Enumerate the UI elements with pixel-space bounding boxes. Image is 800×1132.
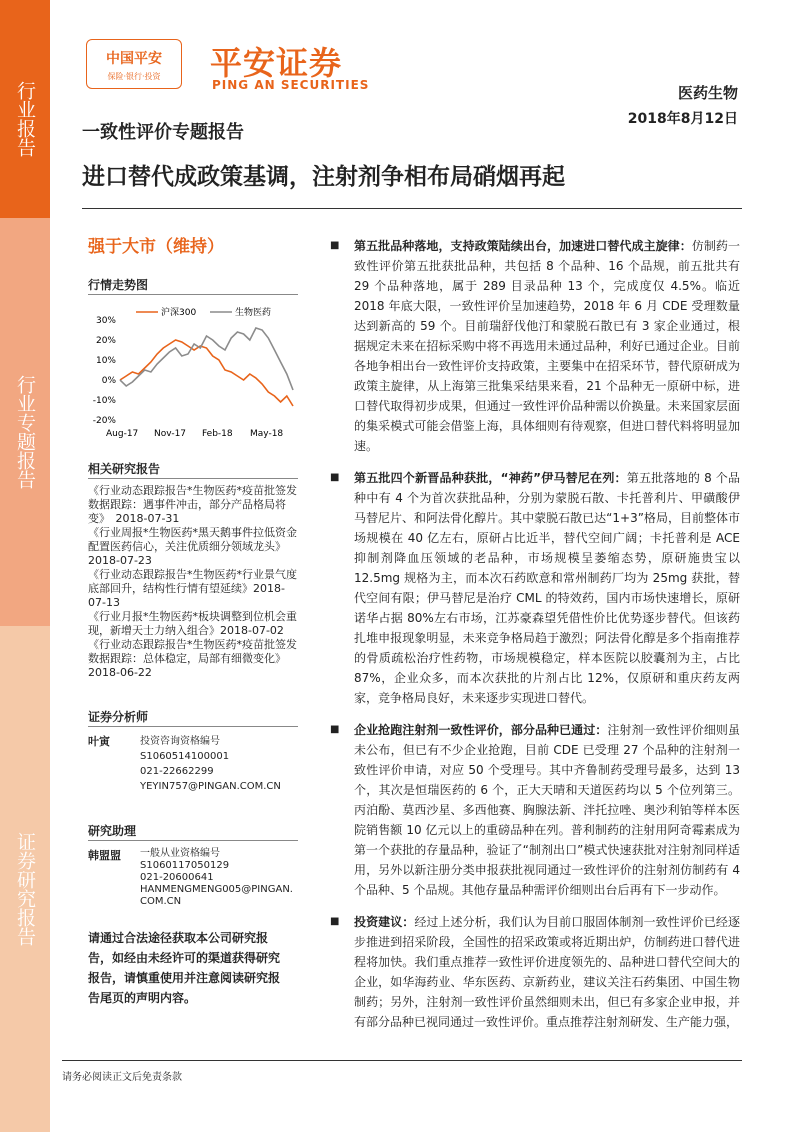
assistant-divider: [88, 840, 298, 841]
y-tick-label: -10%: [92, 396, 116, 406]
bullet-icon: ■: [330, 916, 340, 927]
related-heading: 相关研究报告: [88, 462, 161, 476]
report-type: 一致性评价专题报告: [82, 122, 244, 143]
paragraph-text: 第五批落地的 8 个品种中有 4 个为首次获批品种，分别为蒙脱石散、卡托普利片、甲磺酸伊马替尼片、和阿法骨化醇片。其中蒙脱石散已达“1+3”格局，目前整体市场规模在 40 亿左右，原研占比近半，替代空间广阔；卡托普利是 ACE 抑制剂降血压领域的老品种，市场规模呈萎缩态势，原研施贵宝以 12.5mg 规格为主，而本次石药欧意和常州制药厂均为 25mg 获批，替代空间有限；伊马替尼是治疗 CML 的特效药，国内市场快速增长，原研诺华占据 80%左右市场，江苏豪森望凭借性价比优势逐步替代。但该药扎堆申报现象明显，未来竞争格局趋于激烈；阿法骨化醇是多个指南推荐的骨质疏松治疗性药物，市场规模稳定，样本医院以胶囊剂为主，占比 87%，企业众多，而本次获批的片剂占比 12%，仅原研和重庆药友两家，竞争格局良好，未来逐步实现进口替代。: [354, 471, 741, 705]
x-tick-label: Aug-17: [106, 429, 139, 439]
paragraph-lead: 第五批品种落地，支持政策陆续出台，加速进口替代成主旋律：: [354, 239, 692, 253]
china-pingan-logo: [86, 39, 182, 89]
bullet-icon: ■: [330, 472, 340, 483]
related-report-item: 《行业动态跟踪报告*生物医药*行业景气度底部回升，结构性行情有望延续》2018-07-13: [88, 568, 297, 609]
assistant-block: [88, 848, 298, 908]
analyst-block: [88, 734, 298, 794]
footer-disclaimer: 请务必阅读正文后免责条款: [62, 1072, 182, 1083]
disclaimer-note: 请通过合法途径获取本公司研究报告，如经由未经许可的渠道获得研究报告，请慎重使用并注意阅读研究报告尾页的声明内容。: [88, 931, 281, 1005]
analyst-email: YEYIN757@PINGAN.COM.CN: [140, 781, 281, 792]
paragraph-lead: 第五批四个新晋品种获批，“神药”伊马替尼在列：: [354, 471, 627, 485]
trend-chart: [88, 300, 298, 446]
y-tick-label: 20%: [95, 336, 116, 346]
y-tick-label: 0%: [101, 376, 116, 386]
assistant-cert-label: 一般从业资格编号: [140, 848, 220, 859]
body-paragraph: [330, 720, 740, 900]
paragraph-text: 仿制药一致性评价第五批获批品种，共包括 8 个品种、16 个品规，前五批共有 29 个品种落地，属于 289 目录品种 13 个，完成度仅 4.5%。临近 2018 年底大限，一致性评价呈加速趋势，2018 年 6 月 CDE 受理数量达到新高的 59 个。目前瑞舒伐他汀和蒙脱石散已有 3 家企业通过，根据规定未来在招标采购中将不再选用未通过品种，利好已通过企业。目前各地争相出台一致性评价支持政策，主要集中在招采环节，替代原研成为政策主旋律，从上海第三批集采结果来看，21 个品种无一原研中标，进口替代取得初步成果，但通过一致性评价品种需以价换量。未来国家层面的集采模式可能会借鉴上海，具体细则有待观察，但进口替代料将明显加速。: [354, 239, 740, 453]
page-title: 进口替代成政策基调，注射剂争相布局硝烟再起: [82, 164, 565, 190]
trend-divider: [88, 294, 298, 295]
body-paragraph: [330, 468, 740, 708]
analyst-cert-label: 投资咨询资格编号: [140, 736, 220, 747]
analyst-heading: 证券分析师: [88, 710, 149, 724]
rating: 强于大市（维持）: [88, 237, 224, 257]
paragraph-text: 经过上述分析，我们认为目前口服固体制剂一致性评价已经逐步推进到招采阶段，全国性的招采政策或将近期出炉，仿制药进口替代进程将加快。我们重点推荐一致性评价进度领先的、品种进口替代空间大的企业，如华海药业、华东医药、京新药业，建议关注石药集团、中国生物制药；另外，注射剂一致性评价虽然细则未出，但已有多家企业申报，并有部分品种已视同通过一致性评价。重点推荐注射剂研发、生产能力强，: [354, 915, 740, 1029]
y-tick-label: -20%: [92, 416, 116, 426]
bullet-icon: ■: [330, 724, 340, 735]
analyst-divider: [88, 726, 298, 727]
sidebar-block-research-report: 证券研究报告: [0, 626, 50, 1132]
series-line: [120, 328, 293, 390]
related-report-item: 《行业月报*生物医药*板块调整到位机会重现，新增天士力纳入组合》2018-07-02: [88, 610, 297, 637]
related-report-item: 《行业周报*生物医药*黑天鹅事件拉低资金配置医药信心，关注优质细分领域龙头》 2018-07-23: [88, 526, 297, 567]
x-tick-label: May-18: [250, 429, 284, 439]
chart-y-ticks: [93, 316, 117, 426]
paragraph-lead: 投资建议：: [354, 915, 415, 929]
brand-en: PING AN SECURITIES: [212, 78, 370, 92]
y-tick-label: 10%: [95, 356, 116, 366]
x-tick-label: Feb-18: [202, 429, 233, 439]
sidebar-block-industry-report: 行业报告: [0, 0, 50, 218]
paragraph-lead: 企业抢跑注射剂一致性评价，部分品种已通过：: [354, 723, 608, 737]
assistant-cert-no: S1060117050129: [140, 860, 230, 871]
assistant-name: 韩盟盟: [88, 849, 121, 862]
title-divider: [82, 208, 742, 209]
related-reports: [88, 484, 300, 680]
analyst-name: 叶寅: [88, 735, 110, 748]
related-divider: [88, 478, 298, 479]
assistant-phone: 021-20600641: [140, 872, 214, 883]
chart-lines: [120, 328, 293, 406]
assistant-email: HANMENGMENG005@PINGAN.COM.CN: [140, 884, 293, 907]
report-date: 2018年8月12日: [627, 111, 738, 127]
logo-cn: 中国平安: [106, 51, 162, 67]
chart-x-ticks: [106, 429, 283, 439]
assistant-heading: 研究助理: [88, 824, 137, 838]
y-tick-label: 30%: [95, 316, 116, 326]
related-report-item: 《行业动态跟踪报告*生物医药*疫苗批签发数据跟踪：总体稳定，局部有细微变化》 2018-06-22: [88, 638, 297, 679]
bullet-icon: ■: [330, 240, 340, 251]
analyst-cert-no: S1060514100001: [140, 751, 230, 762]
body-paragraph: [330, 912, 740, 1032]
industry-label: 医药生物: [677, 84, 738, 102]
sidebar: [0, 0, 50, 1132]
legend-label: 沪深300: [161, 308, 197, 318]
series-line: [120, 340, 293, 406]
sidebar-block-topic-report: 行业专题报告: [0, 218, 50, 626]
related-report-item: 《行业动态跟踪报告*生物医药*疫苗批签发数据跟踪：遇事件冲击，部分产品格局将变》 2018-07-31: [88, 484, 297, 525]
main-body: [330, 236, 740, 1044]
legend-label: 生物医药: [235, 308, 272, 318]
body-paragraph: [330, 236, 740, 456]
chart-legend: [136, 306, 271, 318]
logo-tag: 保险·银行·投资: [107, 72, 161, 81]
x-tick-label: Nov-17: [154, 429, 187, 439]
brand-cn: 平安证券: [210, 44, 343, 82]
analyst-phone: 021-22662299: [140, 766, 214, 777]
paragraph-text: 注射剂一致性评价细则虽未公布，但已有不少企业抢跑，目前 CDE 已受理 27 个品种的注射剂一致性评价申请，对应 50 个受理号。其中齐鲁制药受理号最多，达到 13 个，其次是恒瑞医药的 6 个，正大天晴和天道医药均以 5 个位列第三。丙泊酚、莫西沙星、多西他赛、胸腺法新、泮托拉唑、奥沙利铂等样本医院销售额 10 亿元以上的重磅品种在列。普利制药的注射用阿奇霉素成为第一个获批的存量品种，验证了“制剂出口”模式快速获批对注射剂同样适用，另外以新注册分类申报获批视同通过一致性评价的注射剂仿制药有 4 个品种、5 个品规。其他存量品种需评价细则出台后再有下一步动作。: [354, 723, 740, 897]
trend-heading: 行情走势图: [88, 278, 149, 292]
footer-divider: [62, 1060, 742, 1061]
